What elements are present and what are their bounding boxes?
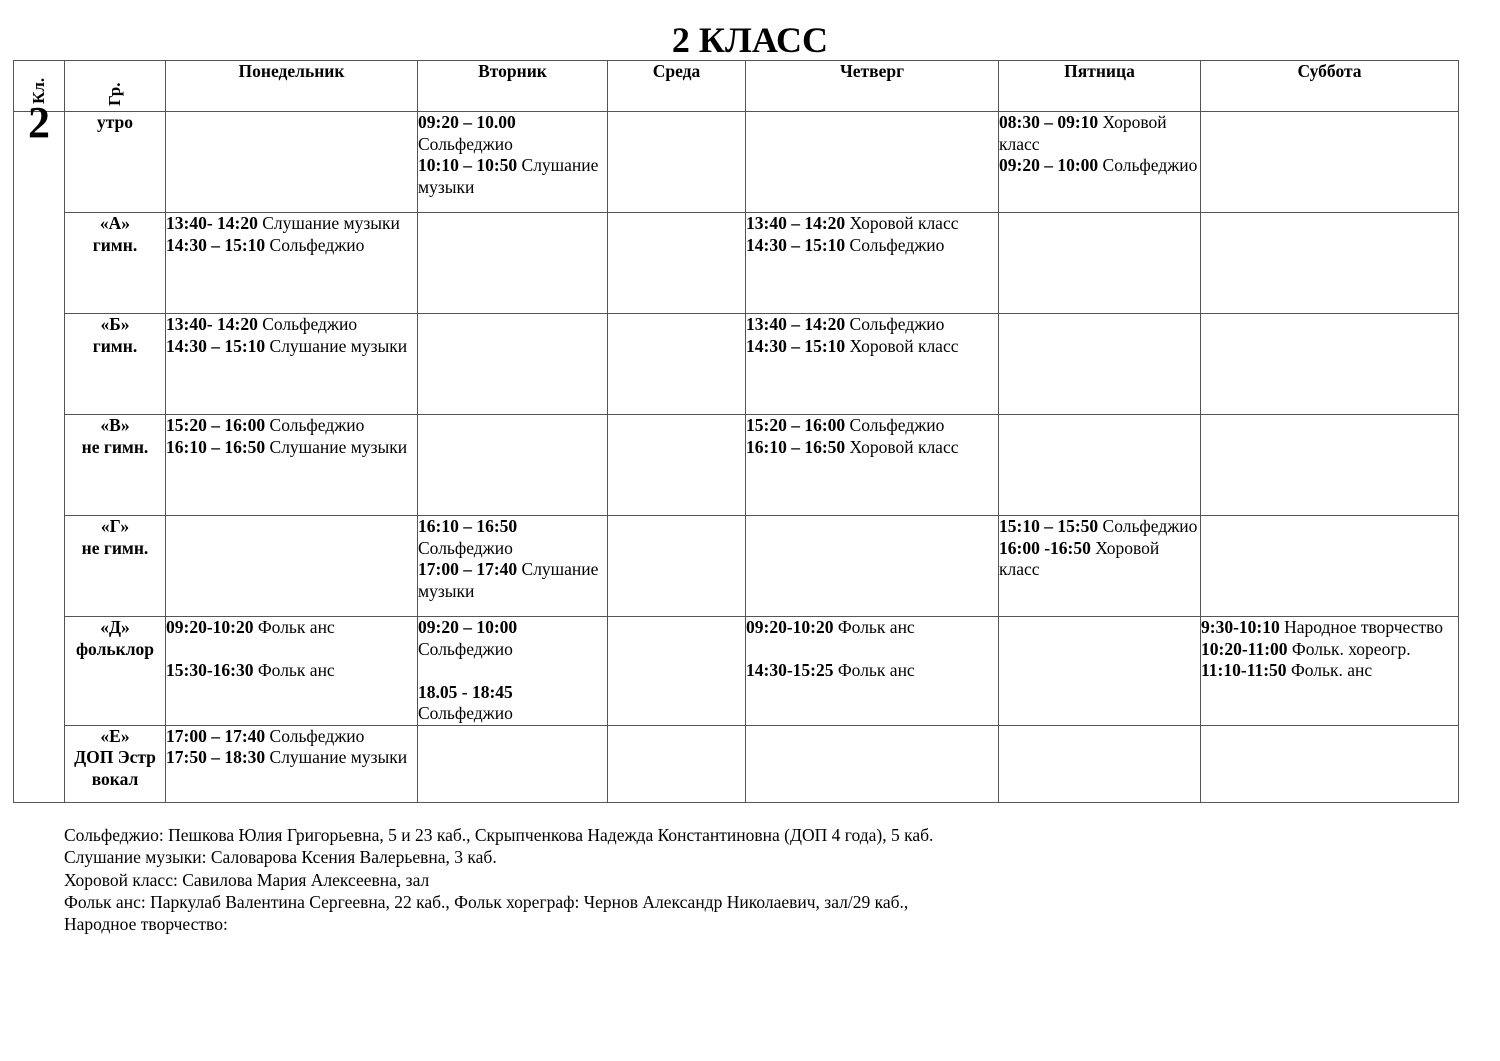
lesson-entry	[1201, 639, 1458, 661]
schedule-cell-wednesday	[608, 516, 746, 617]
lesson-time: 16:10 – 16:50	[746, 436, 846, 457]
lesson-time: 09:20 – 10.00	[418, 112, 516, 132]
schedule-cell-tuesday	[418, 415, 608, 516]
group-label-line2: ДОП Эстр вокал	[74, 747, 156, 789]
schedule-cell-wednesday	[608, 314, 746, 415]
lesson-subject: Сольфеджио	[418, 638, 513, 659]
lesson-subject: Фольк анс	[257, 660, 335, 680]
lesson-time: 13:40- 14:20	[166, 314, 258, 334]
schedule-cell-thursday	[746, 314, 999, 415]
group-label-line1: «В»	[100, 415, 130, 435]
header-wednesday: Среда	[608, 61, 746, 112]
lesson-entry	[166, 415, 417, 437]
lesson-time: 17:50 – 18:30	[166, 747, 266, 767]
schedule-cell-friday	[999, 617, 1201, 726]
schedule-cell-saturday	[1201, 314, 1459, 415]
lesson-time: 13:40 – 14:20	[746, 213, 846, 233]
lesson-time: 13:40 – 14:20	[746, 314, 846, 334]
lesson-subject: Сольфеджио	[1102, 516, 1198, 536]
lesson-time: 14:30 – 15:10	[746, 234, 846, 255]
schedule-cell-thursday	[746, 213, 999, 314]
lesson-entry	[166, 336, 417, 358]
lesson-subject: Фольк анс	[837, 660, 915, 680]
table-row	[14, 112, 1459, 213]
schedule-cell-thursday	[746, 112, 999, 213]
lesson-time: 14:30 – 15:10	[746, 335, 846, 356]
schedule-body	[14, 98, 1459, 803]
schedule-cell-friday	[999, 112, 1201, 213]
group-label-line2: гимн.	[92, 335, 138, 356]
lesson-time: 16:10 – 16:50	[418, 516, 518, 536]
schedule-cell-tuesday	[418, 213, 608, 314]
class-number: 2	[14, 112, 65, 803]
lesson-time: 17:00 – 17:40	[166, 725, 266, 746]
lesson-subject: Народное творчество	[1284, 617, 1444, 637]
schedule-cell-wednesday	[608, 213, 746, 314]
lesson-subject: Слушание музыки	[269, 436, 408, 457]
schedule-cell-monday	[166, 617, 418, 726]
lesson-subject: Слушание музыки	[262, 213, 400, 233]
group-label	[65, 725, 166, 802]
group-label-line2: не гимн.	[81, 436, 149, 457]
note-line: Народное творчество:	[64, 914, 228, 935]
group-label-line1: «Д»	[100, 617, 130, 637]
header-tuesday: Вторник	[418, 61, 608, 112]
lesson-subject: Сольфеджио	[269, 415, 365, 435]
lesson-time: 15:20 – 16:00	[746, 415, 846, 435]
lesson-time: 11:10-11:50	[1201, 660, 1287, 680]
lesson-entry	[746, 314, 998, 336]
schedule-cell-wednesday	[608, 725, 746, 802]
lesson-subject: Сольфеджио	[418, 537, 513, 558]
lesson-subject: Сольфеджио	[418, 703, 513, 723]
schedule-cell-tuesday	[418, 725, 608, 802]
schedule-cell-friday	[999, 314, 1201, 415]
lesson-subject: Сольфеджио	[849, 314, 945, 334]
page-title: 2 КЛАСС	[671, 20, 829, 60]
lesson-time: 17:00 – 17:40	[418, 559, 518, 579]
lesson-subject: Слушание музыки	[269, 747, 408, 767]
lesson-time: 16:00 -16:50	[999, 537, 1091, 558]
schedule-cell-friday	[999, 725, 1201, 802]
lesson-time: 10:20-11:00	[1201, 638, 1288, 659]
lesson-entry	[746, 213, 998, 235]
lesson-subject: Слушание музыки	[418, 155, 599, 197]
schedule-cell-monday	[166, 112, 418, 213]
schedule-cell-wednesday	[608, 112, 746, 213]
header-saturday: Суббота	[1201, 61, 1459, 112]
table-row	[14, 314, 1459, 415]
lesson-time: 10:10 – 10:50	[418, 155, 518, 175]
header-thursday: Четверг	[746, 61, 999, 112]
lesson-entry	[999, 516, 1200, 538]
schedule-cell-thursday	[746, 617, 999, 726]
schedule-cell-friday	[999, 415, 1201, 516]
lesson-time: 09:20-10:20	[746, 617, 834, 637]
lesson-entry	[166, 747, 417, 769]
lesson-entry	[166, 235, 417, 257]
lesson-time: 18.05 - 18:45	[418, 681, 513, 702]
lesson-entry	[999, 155, 1200, 177]
lesson-entry	[418, 155, 607, 198]
group-label	[65, 415, 166, 516]
lesson-time: 14:30 – 15:10	[166, 335, 266, 356]
schedule-cell-tuesday	[418, 314, 608, 415]
note-line: Сольфеджио: Пешкова Юлия Григорьевна, 5 и 23 каб., Скрыпченкова Надежда Константиновна (ДОП 4 года), 5 каб.	[64, 825, 934, 845]
lesson-subject: Фольк. хореогр.	[1291, 638, 1411, 659]
header-friday: Пятница	[999, 61, 1201, 112]
lesson-subject: Хоровой класс	[849, 213, 959, 233]
schedule-cell-saturday	[1201, 516, 1459, 617]
lesson-entry	[418, 112, 607, 155]
header-group	[65, 61, 166, 112]
lesson-entry	[746, 235, 998, 257]
lesson-entry	[418, 516, 607, 559]
schedule-cell-saturday	[1201, 725, 1459, 802]
lesson-subject: Сольфеджио	[849, 234, 945, 255]
lesson-subject: Сольфеджио	[269, 725, 365, 746]
header-class-label: Кл.	[29, 77, 48, 104]
schedule-cell-wednesday	[608, 415, 746, 516]
lesson-subject: Слушание музыки	[269, 335, 408, 356]
group-label-line2: фольклор	[75, 638, 155, 659]
lesson-entry	[999, 538, 1200, 581]
lesson-time: 15:20 – 16:00	[166, 415, 266, 435]
schedule-cell-thursday	[746, 725, 999, 802]
schedule-cell-saturday	[1201, 213, 1459, 314]
group-label-line1: «А»	[99, 213, 131, 233]
lesson-time: 13:40- 14:20	[166, 213, 258, 233]
schedule-cell-monday	[166, 213, 418, 314]
lesson-entry	[166, 726, 417, 748]
lesson-subject: Сольфеджио	[849, 415, 945, 435]
lesson-entry	[746, 336, 998, 358]
lesson-time: 14:30-15:25	[746, 660, 834, 680]
schedule-cell-friday	[999, 213, 1201, 314]
group-label	[65, 516, 166, 617]
lesson-entry	[746, 415, 998, 437]
lesson-entry	[166, 314, 417, 336]
lesson-entry	[1201, 660, 1458, 682]
group-label-line1: «Б»	[100, 314, 130, 334]
lesson-time: 16:10 – 16:50	[166, 436, 266, 457]
lesson-subject: Хоровой класс	[849, 335, 959, 356]
table-row	[14, 516, 1459, 617]
lesson-subject: Фольк анс	[837, 617, 915, 637]
lesson-entry	[999, 112, 1200, 155]
lesson-entry	[418, 617, 607, 660]
note-line: Хоровой класс: Савилова Мария Алексеевна, зал	[64, 869, 430, 890]
lesson-time: 15:30-16:30	[166, 660, 254, 680]
lesson-time: 09:20 – 10:00	[418, 617, 518, 637]
group-label	[65, 617, 166, 726]
table-row	[14, 213, 1459, 314]
table-row	[14, 415, 1459, 516]
schedule-cell-friday	[999, 516, 1201, 617]
lesson-time: 9:30-10:10	[1201, 617, 1280, 637]
table-row	[14, 725, 1459, 802]
schedule-cell-saturday	[1201, 617, 1459, 726]
lesson-entry	[166, 617, 417, 639]
group-label	[65, 112, 166, 213]
lesson-entry	[746, 660, 998, 682]
lesson-time: 15:10 – 15:50	[999, 516, 1099, 536]
lesson-subject: Хоровой класс	[999, 112, 1167, 154]
group-label	[65, 213, 166, 314]
lesson-subject: Хоровой класс	[999, 537, 1160, 579]
lesson-subject: Сольфеджио	[418, 133, 513, 154]
lesson-entry	[166, 213, 417, 235]
group-label-line2: не гимн.	[81, 537, 149, 558]
schedule-cell-monday	[166, 725, 418, 802]
schedule-cell-monday	[166, 415, 418, 516]
header-monday: Понедельник	[166, 61, 418, 112]
schedule-cell-wednesday	[608, 617, 746, 726]
schedule-cell-monday	[166, 314, 418, 415]
lesson-entry	[418, 559, 607, 602]
schedule-cell-tuesday	[418, 617, 608, 726]
lesson-entry	[166, 660, 417, 682]
schedule-cell-saturday	[1201, 112, 1459, 213]
group-label-line1: утро	[96, 112, 134, 132]
group-label	[65, 314, 166, 415]
schedule-cell-monday	[166, 516, 418, 617]
schedule-cell-thursday	[746, 516, 999, 617]
header-class	[14, 61, 65, 112]
schedule-cell-thursday	[746, 415, 999, 516]
note-line: Слушание музыки: Саловарова Ксения Валерьевна, 3 каб.	[64, 847, 497, 868]
header-row	[14, 61, 1459, 112]
note-line: Фольк анс: Паркулаб Валентина Сергеевна, 22 каб., Фольк хореграф: Чернов Александр Николаевич, зал/29 каб.,	[64, 891, 909, 912]
table-row	[14, 617, 1459, 726]
schedule-table	[13, 60, 1459, 803]
lesson-subject: Сольфеджио	[1102, 155, 1198, 175]
lesson-subject: Сольфеджио	[269, 234, 365, 255]
lesson-subject: Сольфеджио	[262, 314, 358, 334]
header-group-label: Гр.	[105, 82, 124, 106]
lesson-entry	[1201, 617, 1458, 639]
lesson-time: 09:20-10:20	[166, 617, 254, 637]
lesson-time: 14:30 – 15:10	[166, 234, 266, 255]
schedule-cell-saturday	[1201, 415, 1459, 516]
schedule-cell-tuesday	[418, 112, 608, 213]
lesson-time: 09:20 – 10:00	[999, 155, 1099, 175]
lesson-entry	[746, 617, 998, 639]
lesson-time: 08:30 – 09:10	[999, 112, 1099, 132]
lesson-entry	[166, 437, 417, 459]
group-label-line1: «Г»	[100, 516, 130, 536]
lesson-entry	[418, 682, 607, 725]
teacher-notes	[64, 824, 933, 935]
lesson-entry	[746, 437, 998, 459]
lesson-subject: Хоровой класс	[849, 436, 959, 457]
lesson-subject: Фольк. анс	[1290, 660, 1373, 680]
lesson-subject: Фольк анс	[257, 617, 335, 637]
schedule-cell-tuesday	[418, 516, 608, 617]
group-label-line1: «Е»	[100, 725, 130, 746]
group-label-line2: гимн.	[92, 234, 138, 255]
lesson-subject: Слушание музыки	[418, 559, 599, 601]
